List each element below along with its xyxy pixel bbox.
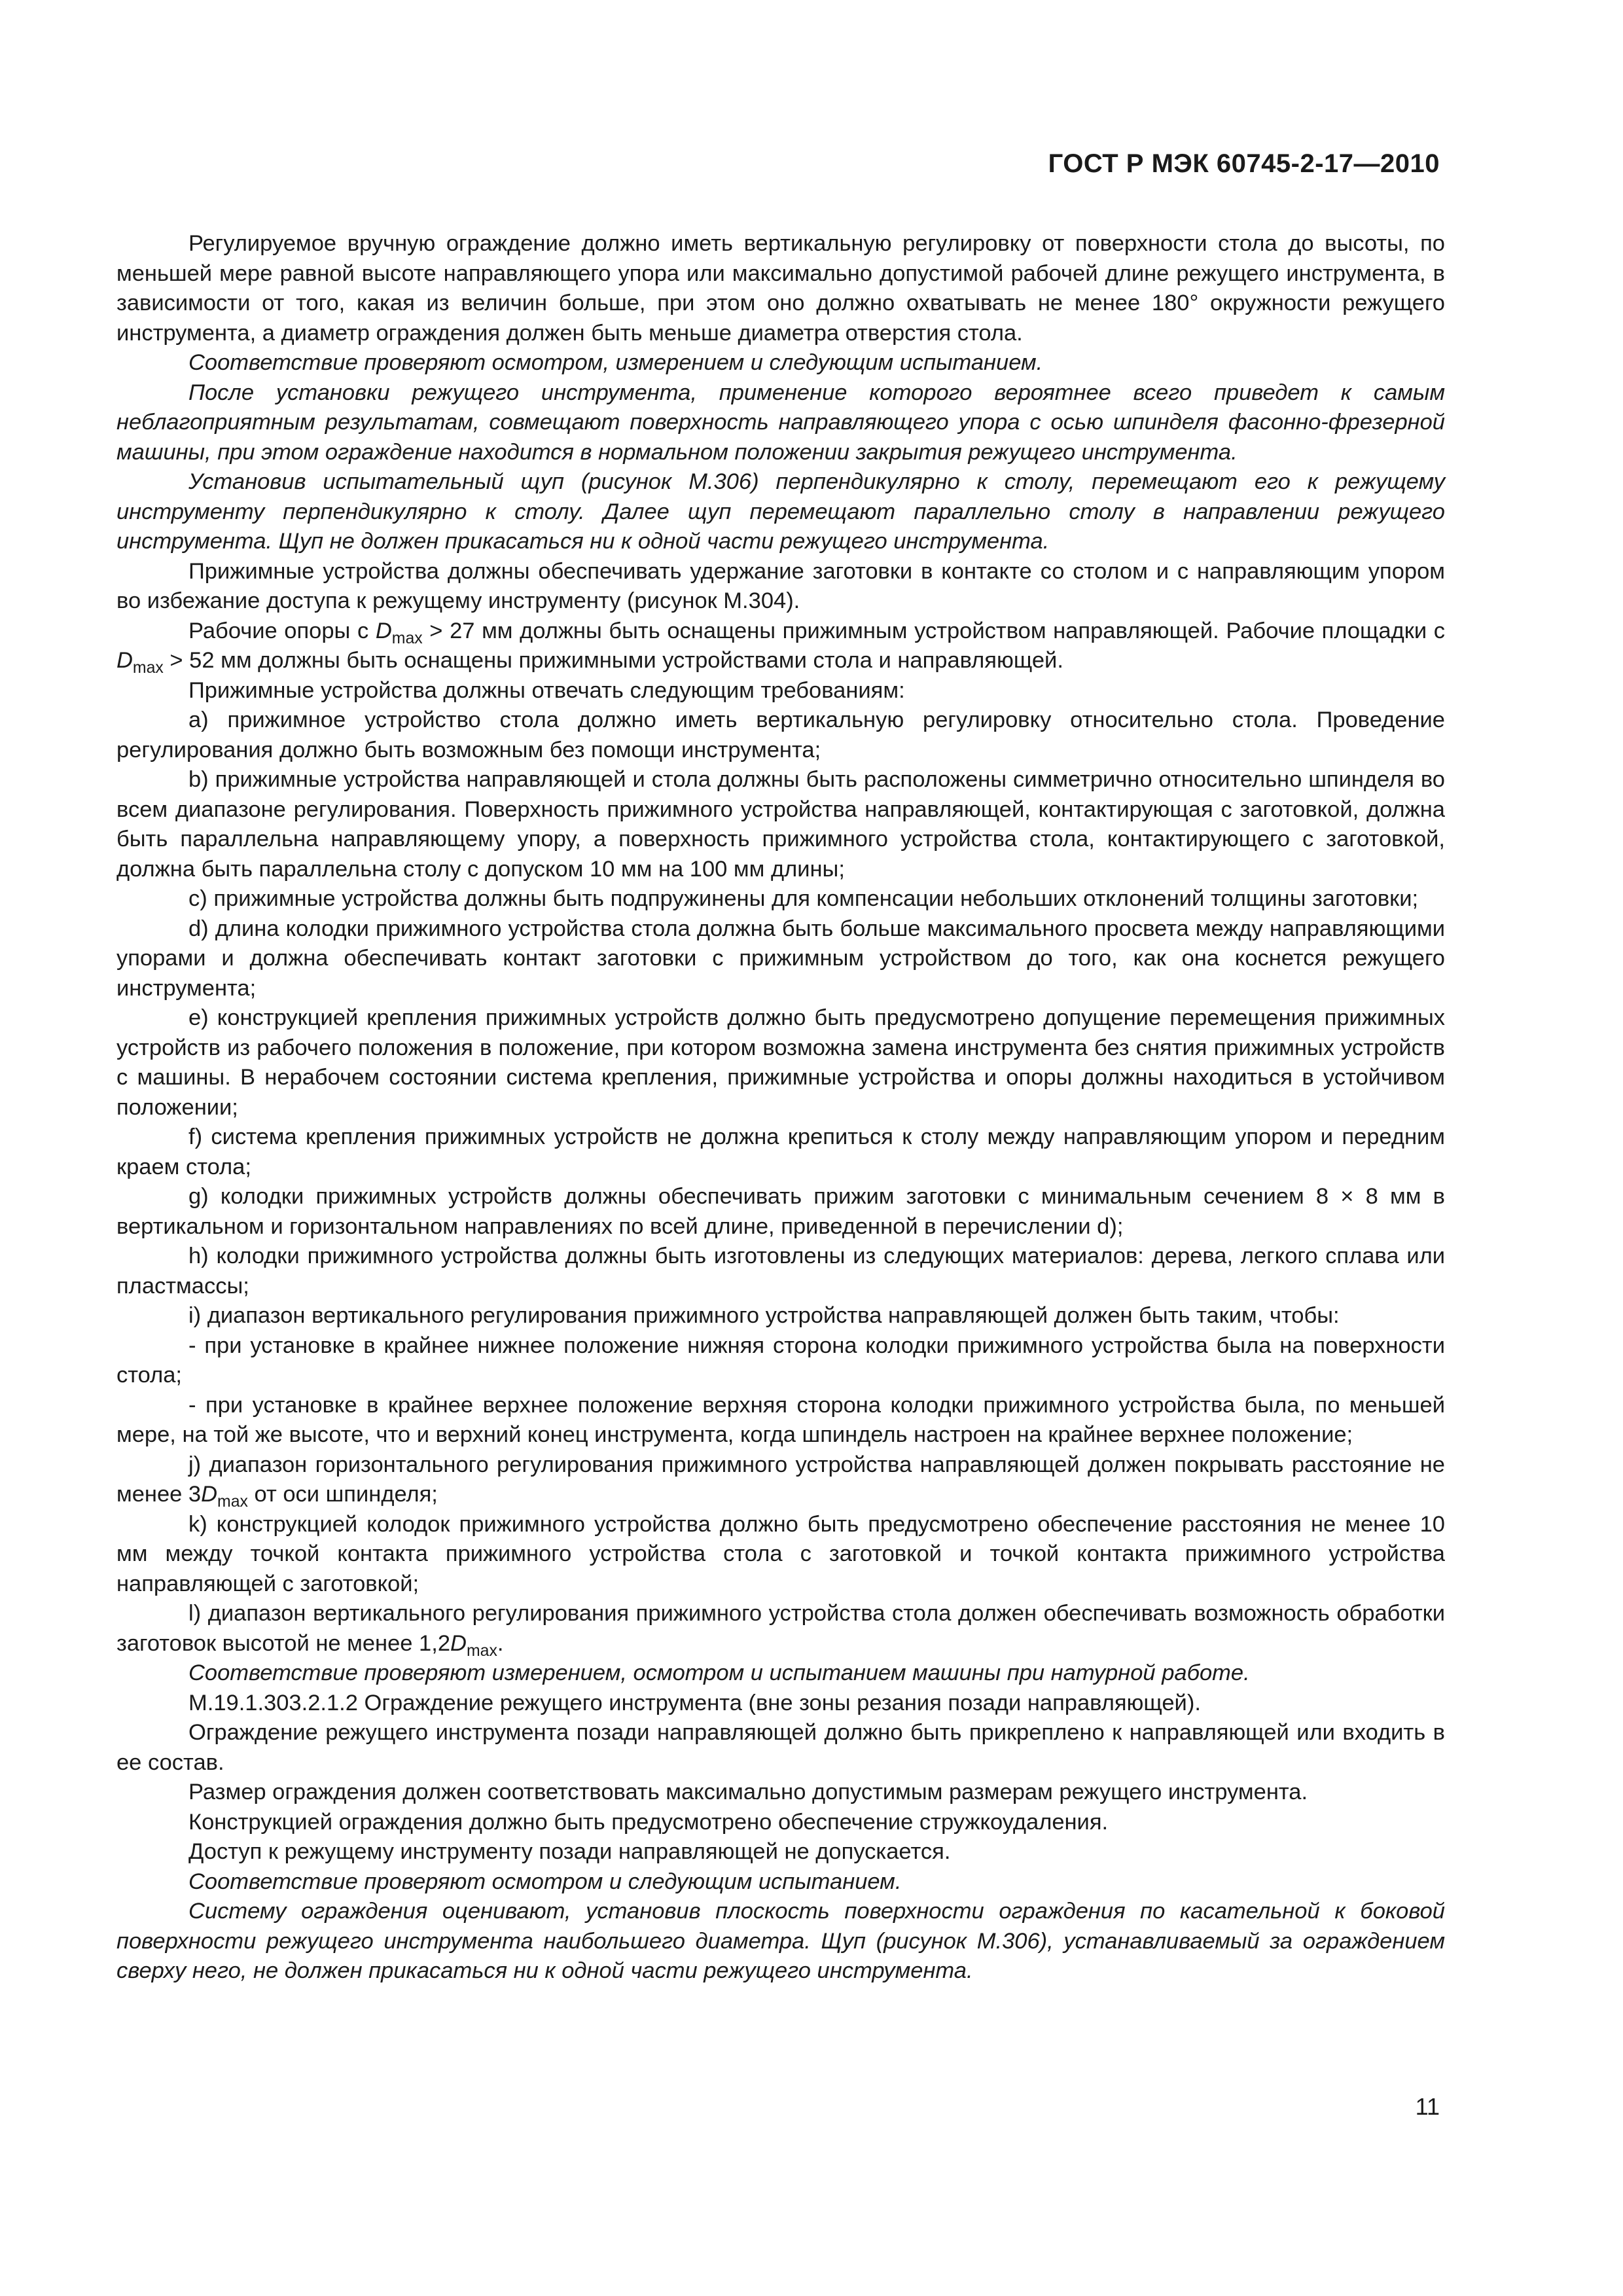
symbol-d: D <box>450 1630 467 1656</box>
text-run: . <box>497 1630 504 1656</box>
document-body <box>116 229 1445 1986</box>
paragraph: Доступ к режущему инструменту позади направляющей не допускается. <box>188 1839 951 1864</box>
list-item-a: a) прижимное устройство стола должно иметь вертикальную регулировку относительно стола. Проведение регулирования должно быть возможным без помощи инструмента; <box>116 708 1445 762</box>
document-code-header: ГОСТ Р МЭК 60745-2-17—2010 <box>1048 149 1440 178</box>
sub-list-item: - при установке в крайнее верхнее положение верхняя сторона колодки прижимного устройства была, по меньшей мере, на той же высоте, что и верхний конец инструмента, когда шпиндель настроен на крайнее верхнее положение; <box>116 1392 1445 1447</box>
subscript-max: max <box>217 1492 248 1511</box>
paragraph: Прижимные устройства должны обеспечивать удержание заготовки в контакте со столом и с направляющим упором во избежание доступа к режущему инструменту (рисунок М.304). <box>116 558 1445 613</box>
paragraph: Конструкцией ограждения должно быть предусмотрено обеспечение стружкоудаления. <box>188 1809 1109 1835</box>
list-item-h: h) колодки прижимного устройства должны быть изготовлены из следующих материалов: дерева, легкого сплава или пластмассы; <box>116 1244 1445 1299</box>
list-item-b: b) прижимные устройства направляющей и стола должны быть расположены симметрично относительно шпинделя во всем диапазоне регулирования. Поверхность прижимного устройства направляющей, контактирующая с заготовкой, должна быть параллельна направляющему упору, а поверхность прижимного устройства стола, контактирующего с заготовкой, должна быть параллельна столу с допуском 10 мм на 100 мм длины; <box>116 767 1445 882</box>
list-item-i: i) диапазон вертикального регулирования прижимного устройства направляющей должен быть таким, чтобы: <box>188 1303 1340 1328</box>
sub-list-item: - при установке в крайнее нижнее положение нижняя сторона колодки прижимного устройства была на поверхности стола; <box>116 1333 1445 1388</box>
clause-heading: М.19.1.303.2.1.2 Ограждение режущего инструмента (вне зоны резания позади направляющей). <box>188 1690 1201 1715</box>
text-run: l) диапазон вертикального регулирования прижимного устройства стола должен обеспечивать возможность обработки заготовок высотой не менее 1,2 <box>116 1601 1445 1656</box>
paragraph-dmax <box>116 617 1445 676</box>
list-item-k: k) конструкцией колодок прижимного устройства должно быть предусмотрено обеспечение расстояния не менее 10 мм между точкой контакта прижимного устройства стола с заготовкой и точкой контакта прижимного устройства направляющей с заготовкой; <box>116 1511 1445 1596</box>
list-item-l <box>116 1599 1445 1659</box>
paragraph: Регулируемое вручную ограждение должно иметь вертикальную регулировку от поверхности стола до высоты, по меньшей мере равной высоте направляющего упора или максимально допустимой рабочей длине режущего инструмента, в зависимости от того, какая из величин больше, при этом оно должно охватывать не менее 180° окружности режущего инструмента, а диаметр ограждения должен быть меньше диаметра отверстия стола. <box>116 231 1445 346</box>
paragraph-test: Установив испытательный щуп (рисунок М.306) перпендикулярно к столу, перемещают его к режущему инструменту перпендикулярно к столу. Далее щуп перемещают параллельно столу в направлении режущего инструмента. Щуп не должен прикасаться ни к одной части режущего инструмента. <box>116 469 1445 554</box>
symbol-d: D <box>375 618 392 643</box>
paragraph: Размер ограждения должен соответствовать максимально допустимым размерам режущего инструмента. <box>188 1780 1308 1804</box>
symbol-d: D <box>116 648 133 673</box>
paragraph: Ограждение режущего инструмента позади направляющей должно быть прикреплено к направляющей или входить в ее состав. <box>116 1720 1445 1775</box>
text-run: > 52 мм должны быть оснащены прижимными устройствами стола и направляющей. <box>163 648 1063 673</box>
list-item-c: c) прижимные устройства должны быть подпружинены для компенсации небольших отклонений толщины заготовки; <box>188 886 1419 911</box>
subscript-max: max <box>132 658 164 677</box>
list-item-e: e) конструкцией крепления прижимных устройств должно быть предусмотрено допущение перемещения прижимных устройств из рабочего положения в положение, при котором возможна замена инструмента без снятия прижимных устройств с машины. В нерабочем состоянии система крепления, прижимные устройства и опоры должны находиться в устойчивом положении; <box>116 1005 1445 1120</box>
list-item-d: d) длина колодки прижимного устройства стола должна быть больше максимального просвета между направляющими упорами и должна обеспечивать контакт заготовки с прижимным устройством до того, как она коснется режущего инструмента; <box>116 916 1445 1001</box>
text-run: j) диапазон горизонтального регулирования прижимного устройства направляющей должен покрывать расстояние не менее 3 <box>116 1452 1445 1507</box>
list-item-g: g) колодки прижимных устройств должны обеспечивать прижим заготовки с минимальным сечением 8 × 8 мм в вертикальном и горизонтальном направлениях по всей длине, приведенной в перечислении d); <box>116 1184 1445 1239</box>
list-item-f: f) система крепления прижимных устройств не должна крепиться к столу между направляющим упором и передним краем стола; <box>116 1124 1445 1179</box>
text-run: > 27 мм должны быть оснащены прижимным устройством направляющей. Рабочие площадки с <box>422 618 1445 643</box>
list-item-j <box>116 1450 1445 1510</box>
paragraph-compliance: Соответствие проверяют осмотром и следующим испытанием. <box>188 1869 902 1894</box>
text-run: от оси шпинделя; <box>247 1482 438 1507</box>
text-run: Рабочие опоры с <box>188 618 376 643</box>
paragraph-compliance: Соответствие проверяют измерением, осмотром и испытанием машины при натурной работе. <box>188 1660 1250 1685</box>
paragraph-compliance: Соответствие проверяют осмотром, измерением и следующим испытанием. <box>188 350 1043 375</box>
paragraph-test: Систему ограждения оценивают, установив плоскость поверхности ограждения по касательной к боковой поверхности режущего инструмента наибольшего диаметра. Щуп (рисунок М.306), устанавливаемый за ограждением сверху него, не должен прикасаться ни к одной части режущего инструмента. <box>116 1899 1445 1983</box>
paragraph-test: После установки режущего инструмента, применение которого вероятнее всего приведет к самым неблагоприятным результатам, совмещают поверхность направляющего упора с осью шпинделя фасонно-фрезерной машины, при этом ограждение находится в нормальном положении закрытия режущего инструмента. <box>116 380 1445 465</box>
symbol-d: D <box>201 1482 218 1507</box>
paragraph: Прижимные устройства должны отвечать следующим требованиям: <box>188 677 905 703</box>
subscript-max: max <box>466 1641 497 1660</box>
subscript-max: max <box>391 629 423 647</box>
page-number: 11 <box>1415 2093 1440 2120</box>
